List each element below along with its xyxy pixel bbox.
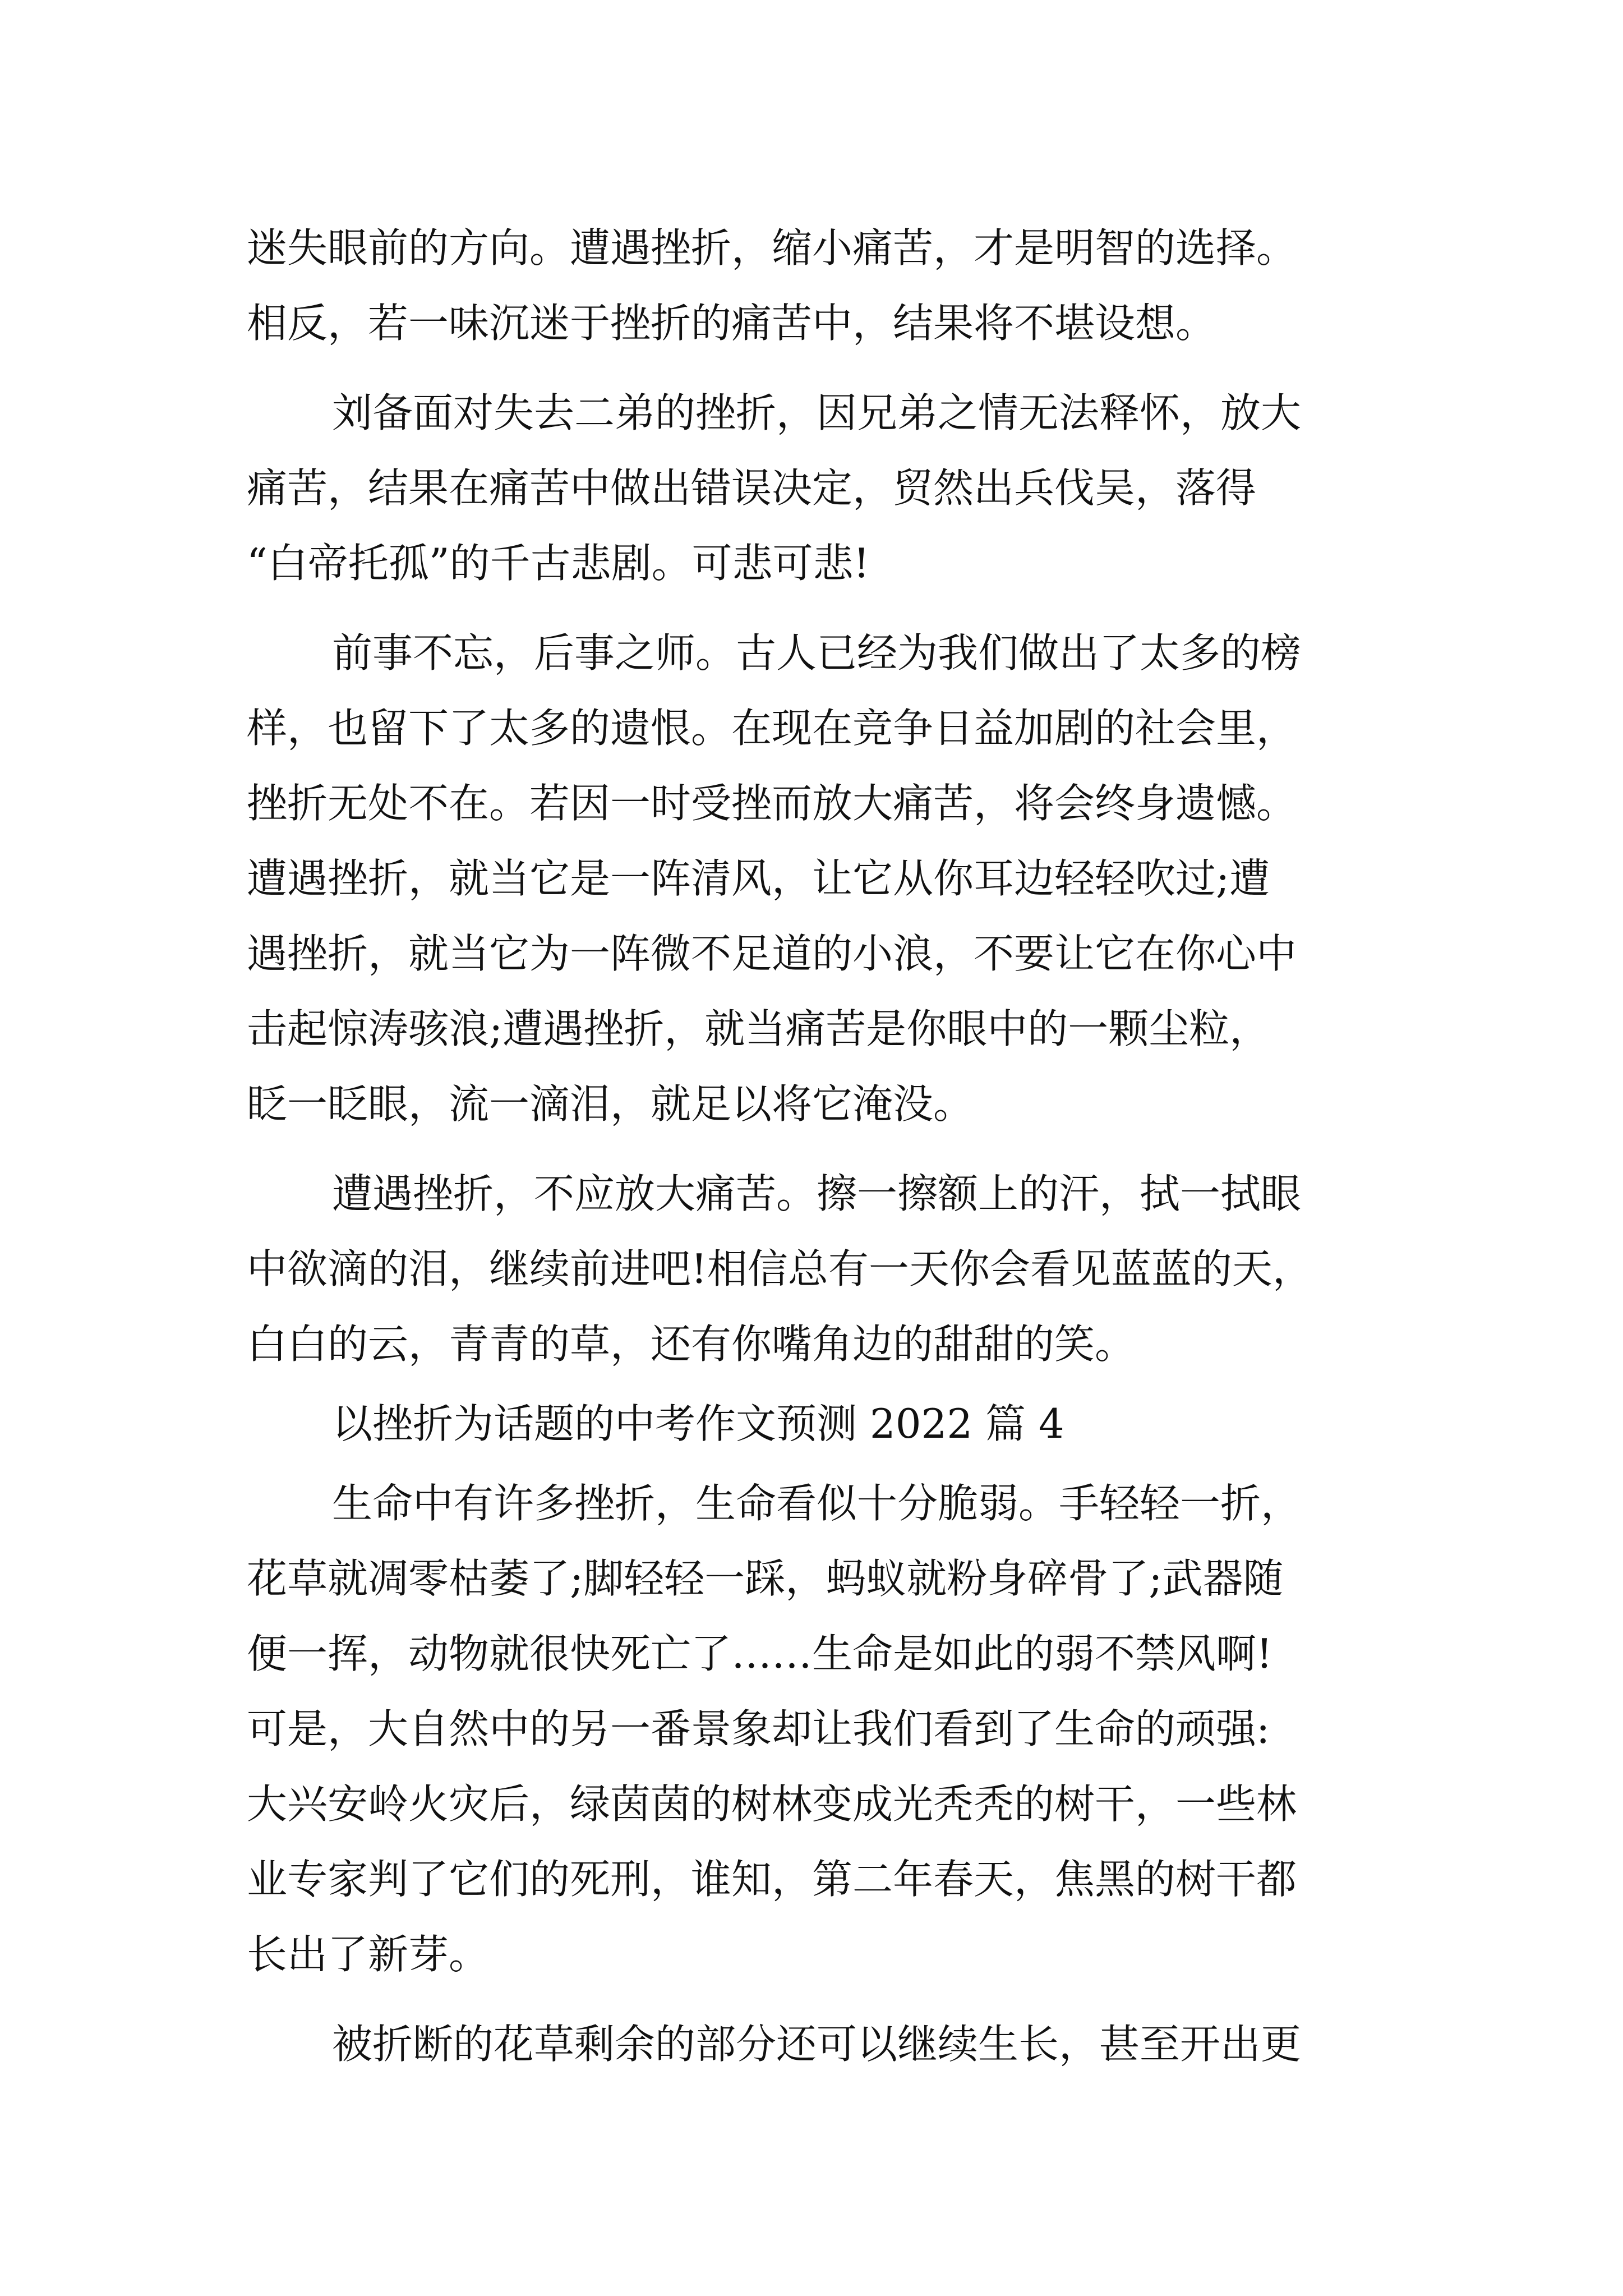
text-line: 眨一眨眼，流一滴泪，就足以将它淹没。 xyxy=(247,1080,974,1128)
text-line: 白白的云，青青的草，还有你嘴角边的甜甜的笑。 xyxy=(247,1320,1136,1368)
text-line: “白帝托孤”的千古悲剧。可悲可悲! xyxy=(247,540,870,587)
text-line: 可是，大自然中的另一番景象却让我们看到了生命的顽强: xyxy=(247,1705,1270,1752)
paragraph-first-line: 生命中有许多挫折，生命看似十分脆弱。手轻轻一折， xyxy=(332,1480,1302,1527)
text-line: 便一挥，动物就很快死亡了……生命是如此的弱不禁风啊! xyxy=(247,1630,1272,1677)
section-heading: 以挫折为话题的中考作文预测 2022 篇 4 xyxy=(332,1400,1064,1447)
paragraph-first-line: 遭遇挫折，不应放大痛苦。擦一擦额上的汗，拭一拭眼 xyxy=(332,1170,1302,1217)
document-body xyxy=(247,210,1402,2082)
text-line: 大兴安岭火灾后，绿茵茵的树林变成光秃秃的树干，一些林 xyxy=(247,1780,1297,1828)
text-line: 挫折无处不在。若因一时受挫而放大痛苦，将会终身遗憾。 xyxy=(247,780,1297,827)
text-line: 痛苦，结果在痛苦中做出错误决定，贸然出兵伐吴，落得 xyxy=(247,464,1257,512)
text-line: 样，也留下了太多的遗恨。在现在竞争日益加剧的社会里， xyxy=(247,705,1297,752)
text-line: 相反，若一味沉迷于挫折的痛苦中，结果将不堪设想。 xyxy=(247,300,1216,347)
paragraph-first-line: 刘备面对失去二弟的挫折，因兄弟之情无法释怀，放大 xyxy=(332,389,1302,436)
paragraph-first-line: 被折断的花草剩余的部分还可以继续生长，甚至开出更 xyxy=(332,2021,1302,2068)
text-line: 中欲滴的泪，继续前进吧!相信总有一天你会看见蓝蓝的天， xyxy=(247,1245,1313,1292)
text-line: 遭遇挫折，就当它是一阵清风，让它从你耳边轻轻吹过;遭 xyxy=(247,855,1270,902)
text-line: 长出了新芽。 xyxy=(247,1931,490,1978)
text-line: 迷失眼前的方向。遭遇挫折，缩小痛苦，才是明智的选择。 xyxy=(247,224,1297,272)
text-line: 业专家判了它们的死刑，谁知，第二年春天，焦黑的树干都 xyxy=(247,1856,1297,1903)
text-line: 击起惊涛骇浪;遭遇挫折，就当痛苦是你眼中的一颗尘粒， xyxy=(247,1005,1270,1052)
text-line: 遇挫折，就当它为一阵微不足道的小浪，不要让它在你心中 xyxy=(247,930,1297,977)
text-line: 花草就凋零枯萎了;脚轻轻一踩，蚂蚁就粉身碎骨了;武器随 xyxy=(247,1555,1284,1602)
paragraph-first-line: 前事不忘，后事之师。古人已经为我们做出了太多的榜 xyxy=(332,629,1302,677)
